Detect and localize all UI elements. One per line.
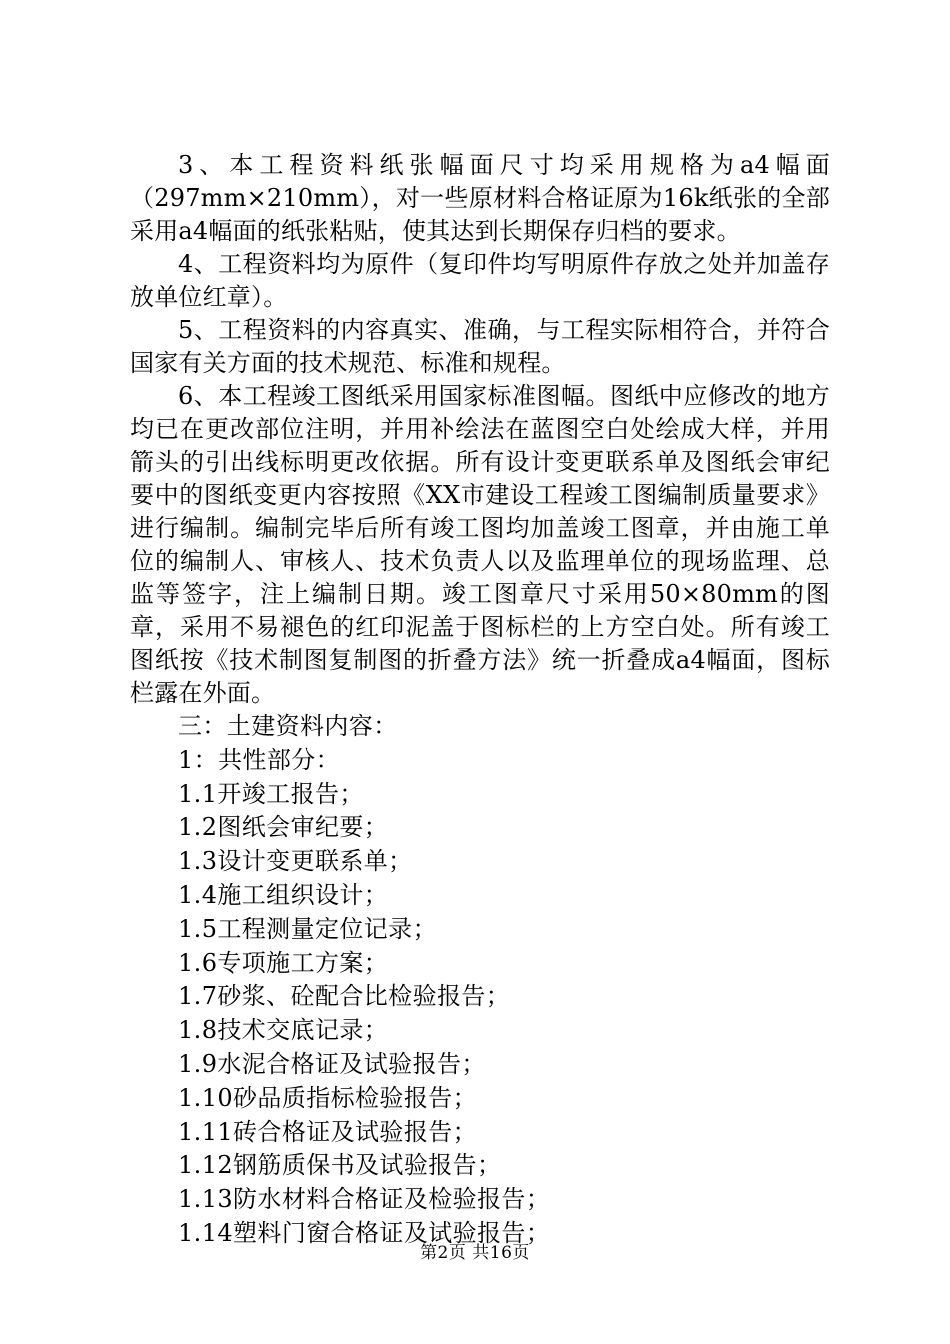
- list-item: 1.8技术交底记录；: [178, 1016, 389, 1045]
- list-item: 1.6专项施工方案；: [178, 948, 389, 977]
- list-item: 1.11砖合格证及试验报告；: [178, 1117, 478, 1146]
- list-item: 1.14塑料门窗合格证及试验报告；: [178, 1218, 551, 1247]
- list-item: 1.2图纸会审纪要；: [178, 813, 389, 842]
- list-item: 1.3设计变更联系单；: [178, 847, 413, 876]
- paragraph-item-4: 4、工程资料均为原件（复印件均写明原件存放之处并加盖存放单位红章）。: [130, 250, 830, 311]
- list-item: 1.4施工组织设计；: [178, 880, 389, 909]
- page-number-footer: 第2页 共16页: [420, 1243, 530, 1263]
- document-body: [130, 149, 830, 1251]
- list-item: 1.13防水材料合格证及检验报告；: [178, 1185, 551, 1214]
- paragraph-item-3: 3、本工程资料纸张幅面尺寸均采用规格为a4幅面（297mm×210mm），对一些原材料合格证原为16k纸张的全部采用a4幅面的纸张粘贴，使其达到长期保存归档的要求。: [130, 151, 830, 245]
- section-heading: 三：土建资料内容：: [178, 712, 398, 740]
- list-item: 1.9水泥合格证及试验报告；: [178, 1049, 486, 1078]
- list-item: 1.12钢筋质保书及试验报告；: [178, 1151, 502, 1180]
- list-item: 1.7砂浆、砼配合比检验报告；: [178, 982, 511, 1011]
- paragraph-item-5: 5、工程资料的内容真实、准确，与工程实际相符合，并符合国家有关方面的技术规范、标准和规程。: [130, 316, 830, 377]
- list-item: 1.1开竣工报告；: [178, 779, 364, 808]
- subsection-heading: 1：共性部分：: [178, 745, 341, 774]
- list-item: 1.5工程测量定位记录；: [178, 914, 437, 943]
- list-item: 1.10砂品质指标检验报告；: [178, 1083, 478, 1112]
- paragraph-item-6: 6、本工程竣工图纸采用国家标准图幅。图纸中应修改的地方均已在更改部位注明，并用补绘法在蓝图空白处绘成大样，并用箭头的引出线标明更改依据。所有设计变更联系单及图纸会审纪要中的图纸变更内容按照《XX市建设工程竣工图编制质量要求》进行编制。编制完毕后所有竣工图均加盖竣工图章，并由施工单位的编制人、审核人、技术负责人以及监理单位的现场监理、总监等签字，注上编制日期。竣工图章尺寸采用50×80mm的图章，采用不易褪色的红印泥盖于图标栏的上方空白处。所有竣工图纸按《技术制图复制图的折叠方法》统一折叠成a4幅面，图标栏露在外面。: [130, 382, 830, 707]
